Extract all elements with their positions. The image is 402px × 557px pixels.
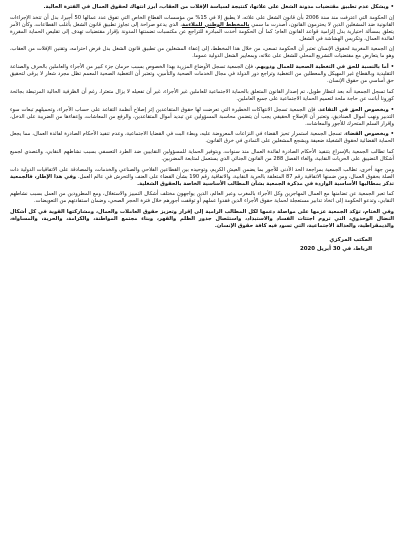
paragraph-social-protection — [10, 89, 394, 103]
paragraph-solidarity — [10, 191, 394, 205]
paragraph-judiciary — [10, 131, 394, 145]
demands-text: كما تطالب الجمعية بالإسراع بتنفيذ الأحكام الصادرة لفائدة العمال منذ سنوات، وبتوفير الحماية للمسؤولين النقابيين ضد الطرد التعسفي بسبب نشاطهم النقابي، والتصدي لجميع أشكال التضييق على الحريات النقابية، وإلغاء الفصل 288 من القانون الجنائي الذي يستعمل لمتابعة المضربين. — [10, 148, 394, 162]
signature-date: الرباط، في 30 أبريل 2020 — [299, 246, 372, 253]
judiciary-text: ، تسجل الجمعية استمرار تحيز القضاء في النزاعات المعروضة عليه، وبطء البت في القضايا الاجتماعية، وعدم تنفيذ الأحكام الصادرة لفائدة العمال، مما يجعل الحماية القضائية لحقوق الشغيلة ضعيفة ويشجع المشغلين على التمادي في خرق القانون. — [10, 131, 394, 145]
social-protection-text: كما تسجل الجمعية أنه بعد انتظار طويل، تم إصدار القانون المتعلق بالحماية الاجتماعية للعاملين غير الأجراء، غير أن تفعيله لا يزال متعثرا، رغم أن الظرفية الحالية المرتبطة بجائحة كورونا أبانت عن حاجة ملحة لتعميم الحماية الاجتماعية على جميع العاملين. — [10, 88, 394, 102]
signature-office: المكتب المركزي — [329, 237, 372, 244]
lead-text: • ويشكل عدم تطبيق مقتضيات مدونة الشغل على علاتها، كنتيجة لسياسة الإفلات من العقاب، أبرز انتهاك لحقوق العمال في الفترة الحالية. — [43, 4, 394, 10]
signature-block — [10, 236, 394, 254]
paragraph-conclusion — [10, 209, 394, 230]
association-text: إن الجمعية المغربية لحقوق الإنسان تعتبر أن الحكومة تسعى، من خلال هذا المخطط، إلى إعفاء المشغلين من تطبيق قانون الشغل بدل فرض احترامه، وتقنين الإفلات من العقاب، وهو ما يتعارض مع مقتضيات التشريع المحلي للشغل على علاته، وبمعايير الشغل الدولية عموما. — [10, 46, 394, 60]
conclusion-text: وفي الختام، تؤكد الجمعية عزمها على مواصلة دعمها لكل المطالب الرامية إلى إقرار وتعزيز حقوق العاملات والعمال، ومشاركتها القوية في كل أشكال النضال الوحدوي، التي تروم اجتثاث الفساد والاستبداد، واستئصال جذور الظلم والقهر، وبناء مجتمع المواطنة، والكرامة، والحرية، والمساواة، والديمقراطية، والعدالة الاجتماعية، التي تسود فيه كافة حقوق الإنسان. — [10, 209, 394, 230]
paragraph-association-position — [10, 46, 394, 60]
solidarity-text: كما تعبر الجمعية عن تضامنها مع العمال المهاجرين وكل الأجراء بالمغرب وعبر العالم، الذين يواجهون مختلف أشكال التمييز والاستغلال، ومع المطرودين من العمل بسبب نشاطهم النقابي، وتدعو الحكومة إلى اتخاذ تدابير مستعجلة لحماية حقوق الأجراء الذين فقدوا عملهم أو توقفت أجورهم خلال فترة الحجر الصحي، وضمان استفادتهم من التعويضات. — [10, 191, 394, 205]
paragraph-retirement — [10, 107, 394, 128]
memo-reference: وفي هذا الإطار، فالجمعية تذكر بمطالبها الأساسية الواردة في مذكرة الجمعية بشأن المطالب الأساسية الخاصة بالحقوق الشغلية. — [10, 173, 394, 187]
plan-text-c: ، الذي يدعو صراحة إلى تجاوز تطبيق قانون الشغل بأغلب القطاعات، وكأن الأمر يتعلق بمسألة اختيارية بدل إلزامية قواعد القانون العام؛ كما أن الحكومة أخذت المبادرة للتراجع عن مكتسبات تضمنتها المدونة بإقرار مقتضيات تهدف إلى تقليص الحماية المقررة لفائدة العمال، وتكريس الهشاشة في الشغل. — [10, 21, 394, 42]
retirement-lead: • وبخصوص الحق في التقاعد — [319, 107, 394, 113]
health-lead: • أما بالنسبة للحق في التغطية الصحية للعمال وذويهم — [256, 64, 394, 70]
paragraph-health-coverage — [10, 64, 394, 85]
plan-name: بالمخطط الوطني للملاءمة — [181, 21, 250, 28]
health-text: ، فإن الجمعية تسجل الأوضاع المزرية بهذا الخصوص بسبب حرمان جزء كبير من الأجراء والعاملين بالحرف والصناعة التقليدية وبالقطاع غير المهيكل والمعطلين من التغطية وتراجع دور الدولة في مجال الخدمات الصحية والتأمين، وتعتبر أن التغطية الصحية المعمم تظل مجرد شعار لا يرقى لتحقيق حق أساسي من حقوق الإنسان. — [10, 64, 394, 85]
retirement-text: ، فإن الجمعية تسجل الانتهاكات الخطيرة التي تعرضت لها حقوق المتقاعدين إثر إصلاح أنظمة التقاعد على حساب الأجراء، وتحميلهم تبعات سوء التدبير ونهب أموال الصناديق، وتعتبر أن الإصلاح الحقيقي يجب أن يتضمن محاسبة المسؤولين عن تبديد أموال المتقاعدين، والرفع من المعاشات، وإعفاءها من الضريبة على الدخل، وإقرار السلم المتحرك للأجور والمعاشات. — [10, 106, 394, 127]
paragraph-demands — [10, 149, 394, 163]
paragraph-government-plan — [10, 15, 394, 43]
wage-text: ومن جهة أخرى، تطالب الجمعية بمراجعة الحد الأدنى للأجور بما يضمن العيش الكريم، وتوحيده بين القطاعين الفلاحي والصناعي والخدمات، والمصادقة على الاتفاقيات الدولية ذات الصلة بحقوق العمال، ومن ضمنها الاتفاقية رقم 87 المتعلقة بالحرية النقابية، والاتفاقية رقم 190 بشأن القضاء على العنف والتحرش في عالم العمل. — [10, 166, 395, 180]
paragraph-minimum-wage — [10, 167, 394, 188]
judiciary-lead: • وبخصوص القضاء — [345, 131, 394, 137]
plan-text-a: إن الحكومة التي اعترفت منذ سنة 2006 بأن قانون الشغل على علاته، لا يطبق إلا في 15% من مؤسسات القطاع الخاص التي تفوق عدد عمالها 50 أجيرا، بدل أن تتخذ الإجراءات القانونية ضد المشغلين الذين لا يحترمون القانون، أصدرت ما سمي — [10, 14, 394, 28]
paragraph-lead — [10, 4, 394, 11]
